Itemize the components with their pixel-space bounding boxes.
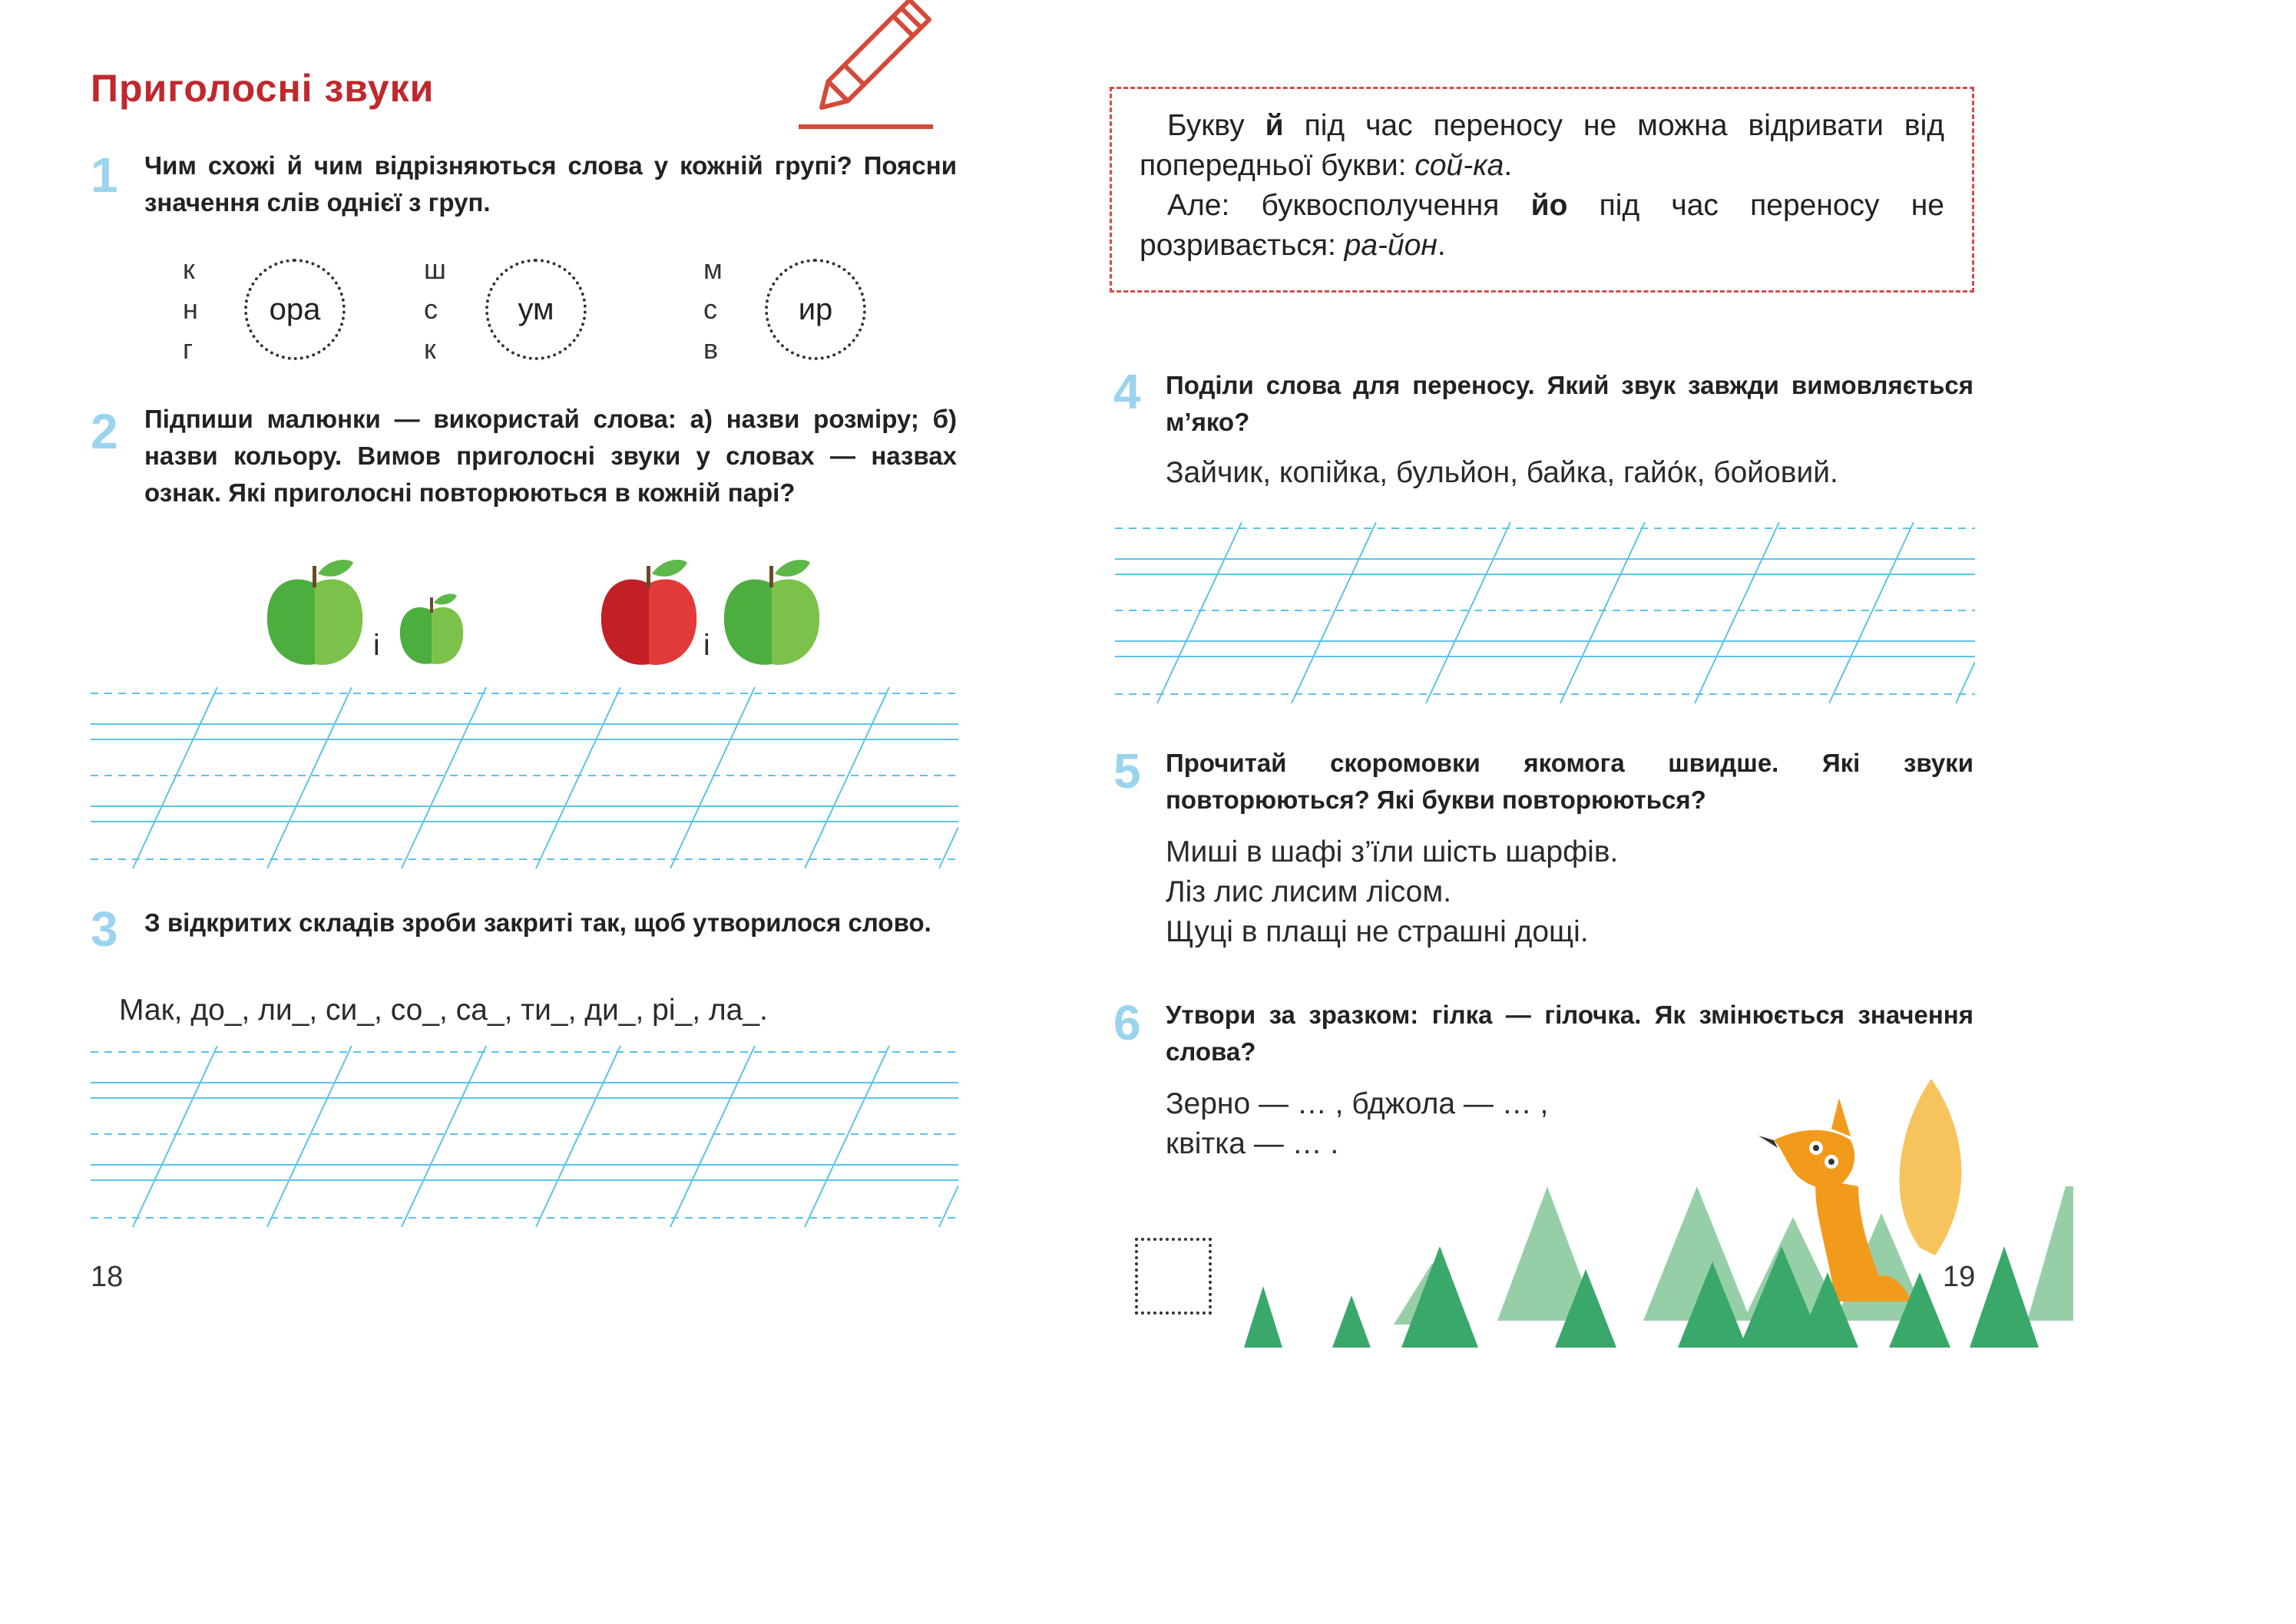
letter: к	[424, 333, 436, 365]
connector-and: і	[373, 629, 380, 662]
task-2-text: Підпиши малюнки — використай слова: а) назви розміру; б) назви кольору. Вимов приголосні звуки у словах — назвах ознак. Які приголосні повторюються в кожній парі?	[144, 405, 957, 507]
letter-column-1	[183, 250, 198, 369]
rule-bold-letter: й	[1265, 109, 1284, 142]
task-6-text: Утвори за зразком: гілка — гілочка. Як змінюється значення слова?	[1166, 1001, 1973, 1066]
tongue-twisters	[1166, 832, 1618, 952]
task-5-number: 5	[1113, 743, 1141, 799]
letter: к	[183, 253, 195, 285]
rule-text-part: під час переносу не розривається:	[1140, 189, 1944, 262]
ending-circle-2: ум	[485, 259, 587, 360]
red-apple-icon	[595, 557, 703, 668]
task-4-words: Зайчик, копійка, бульйон, байка, гайо́к, бойовий.	[1166, 456, 1838, 489]
task-3-number: 3	[91, 901, 118, 957]
rule-line-2	[1140, 186, 1944, 266]
rule-text-part: Але: буквосполучення	[1167, 189, 1531, 222]
pencil-icon	[791, 0, 945, 134]
ending-circle-3: ир	[765, 259, 866, 360]
letter-column-2	[424, 250, 446, 369]
letter: с	[703, 293, 717, 325]
task-6-number: 6	[1113, 995, 1141, 1050]
task-4-number: 4	[1113, 364, 1141, 419]
letter: ш	[424, 253, 446, 285]
rule-box	[1110, 87, 1974, 293]
task-2-number: 2	[91, 404, 118, 459]
writing-lines-2[interactable]	[91, 1046, 958, 1230]
letter-column-3	[703, 250, 723, 369]
rule-example: сой-ка	[1414, 149, 1504, 182]
forest-fox-illustration	[1244, 1071, 2073, 1348]
big-green-apple-icon	[261, 557, 369, 668]
task-6-line: квітка — … .	[1166, 1127, 1339, 1160]
task-4-text: Поділи слова для переносу. Який звук завжди вимовляється м’яко?	[1166, 371, 1973, 436]
task-6-line: Зерно — … , бджола — … ,	[1166, 1087, 1549, 1120]
rule-bold-letters: йо	[1530, 189, 1568, 222]
task-1-text: Чим схожі й чим відрізняються слова у кожній групі? Поясни значення слів однієї з груп.	[144, 151, 957, 217]
rule-text	[1140, 106, 1944, 266]
letter: м	[703, 253, 723, 285]
rule-example: ра-йон	[1344, 229, 1437, 262]
letter: в	[703, 333, 719, 365]
tongue-twister-line: Ліз лис лисим лісом.	[1166, 875, 1452, 908]
rule-line-1	[1140, 106, 1944, 186]
letter: г	[183, 333, 194, 365]
rule-text-part: під час переносу не можна відривати від попередньої букви:	[1140, 109, 1945, 182]
writing-lines-3[interactable]	[1115, 522, 1975, 706]
rule-text-part: Букву	[1167, 109, 1265, 142]
page-title: Приголосні звуки	[91, 67, 435, 110]
task-1-number: 1	[91, 147, 118, 203]
page-number-left: 18	[91, 1261, 124, 1293]
task-5-text: Прочитай скоромовки якомога швидше. Які звуки повторюються? Які букви повторюються?	[1166, 749, 1973, 814]
letter: с	[424, 293, 438, 325]
checkbox-square[interactable]	[1135, 1238, 1212, 1315]
writing-lines-1[interactable]	[91, 687, 958, 872]
page-number-right: 19	[1943, 1261, 1976, 1293]
ending-circle-1: ора	[244, 259, 346, 360]
letter: н	[183, 293, 198, 325]
tongue-twister-line: Щуці в плащі не страшні дощі.	[1166, 915, 1589, 948]
green-apple-icon	[718, 557, 825, 668]
rule-text-part: .	[1437, 229, 1446, 262]
tongue-twister-line: Миші в шафі з’їли шість шарфів.	[1166, 835, 1619, 868]
small-green-apple-icon	[395, 591, 468, 668]
connector-and-2: і	[703, 629, 710, 662]
task-3-words: Мак, до_, ли_, си_, со_, са_, ти_, ди_, рі_, ла_.	[119, 994, 768, 1027]
task-3-text: З відкритих складів зроби закриті так, щоб утворилося слово.	[144, 908, 931, 937]
rule-text-part: .	[1504, 149, 1513, 182]
